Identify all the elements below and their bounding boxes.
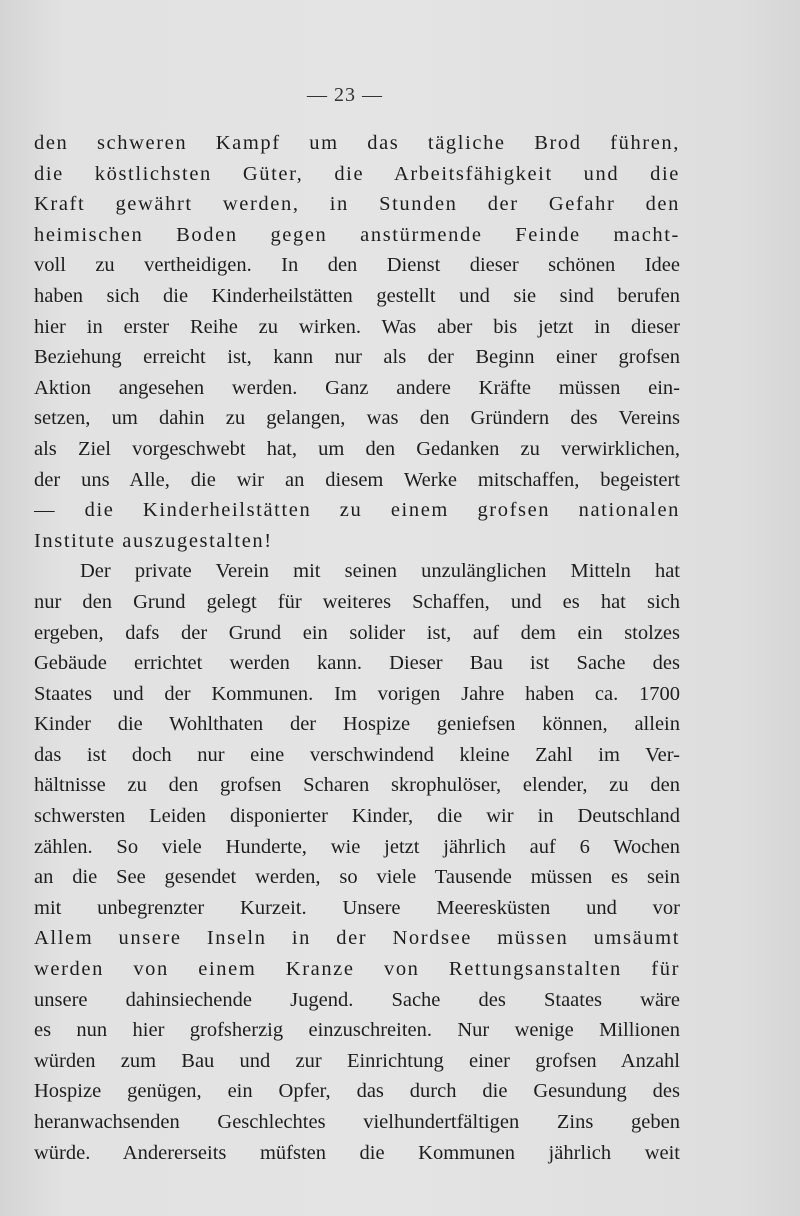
text-line: hältnisse zu den grofsen Scharen skrophulöser, elender, zu den bbox=[34, 774, 680, 797]
text-line: Hospize genügen, ein Opfer, das durch die Gesundung des bbox=[34, 1080, 680, 1103]
text-line: den schweren Kampf um das tägliche Brod führen, bbox=[34, 132, 680, 154]
text-line: an die See gesendet werden, so viele Tausende müssen es sein bbox=[34, 866, 680, 889]
text-line: der uns Alle, die wir an diesem Werke mitschaffen, begeistert bbox=[34, 468, 680, 491]
text-line: nur den Grund gelegt für weiteres Schaffen, und es hat sich bbox=[34, 590, 680, 613]
text-line: Institute auszugestalten! bbox=[34, 529, 273, 552]
text-line: haben sich die Kinderheilstätten gestellt und sie sind berufen bbox=[34, 284, 680, 307]
text-line: es nun hier grofsherzig einzuschreiten. Nur wenige Millionen bbox=[34, 1019, 680, 1042]
text-line: mit unbegrenzter Kurzeit. Unsere Meeresküsten und vor bbox=[34, 896, 680, 919]
text-line: Der private Verein mit seinen unzulänglichen Mitteln hat bbox=[80, 560, 680, 583]
text-line: schwersten Leiden disponierter Kinder, die wir in Deutschland bbox=[34, 805, 680, 828]
text-line: Kinder die Wohlthaten der Hospize geniefsen können, allein bbox=[34, 713, 680, 736]
text-line: heranwachsenden Geschlechtes vielhundertfältigen Zins geben bbox=[34, 1111, 680, 1133]
text-line: — die Kinderheilstätten zu einem grofsen nationalen bbox=[34, 499, 680, 522]
text-line: Aktion angesehen werden. Ganz andere Kräfte müssen ein- bbox=[34, 376, 680, 399]
text-line: das ist doch nur eine verschwindend kleine Zahl im Ver- bbox=[34, 743, 680, 766]
text-line: Staates und der Kommunen. Im vorigen Jahre haben ca. 1700 bbox=[34, 682, 680, 705]
text-line: die köstlichsten Güter, die Arbeitsfähigkeit und die bbox=[34, 162, 680, 185]
text-line: Beziehung erreicht ist, kann nur als der Beginn einer grofsen bbox=[34, 346, 680, 369]
text-line: werden von einem Kranze von Rettungsanstalten für bbox=[34, 958, 680, 981]
text-line: setzen, um dahin zu gelangen, was den Gründern des Vereins bbox=[34, 407, 680, 430]
text-line: Gebäude errichtet werden kann. Dieser Bau ist Sache des bbox=[34, 652, 680, 675]
body-text bbox=[34, 128, 680, 1168]
text-line: zählen. So viele Hunderte, wie jetzt jährlich auf 6 Wochen bbox=[34, 835, 680, 858]
text-line: als Ziel vorgeschwebt hat, um den Gedanken zu verwirklichen, bbox=[34, 437, 680, 460]
page-number: — 23 — bbox=[307, 84, 383, 106]
text-line: Allem unsere Inseln in der Nordsee müssen umsäumt bbox=[34, 927, 680, 950]
text-line: Kraft gewährt werden, in Stunden der Gefahr den bbox=[34, 193, 680, 216]
text-line: unsere dahinsiechende Jugend. Sache des Staates wäre bbox=[34, 988, 680, 1011]
text-line: voll zu vertheidigen. In den Dienst dieser schönen Idee bbox=[34, 254, 680, 277]
text-line: ergeben, dafs der Grund ein solider ist, auf dem ein stolzes bbox=[34, 621, 680, 644]
text-line: würde. Andererseits müfsten die Kommunen jährlich weit bbox=[34, 1141, 680, 1164]
text-line: würden zum Bau und zur Einrichtung einer grofsen Anzahl bbox=[34, 1049, 680, 1072]
text-line: heimischen Boden gegen anstürmende Feinde macht- bbox=[34, 223, 680, 246]
text-line: hier in erster Reihe zu wirken. Was aber bis jetzt in dieser bbox=[34, 315, 680, 338]
